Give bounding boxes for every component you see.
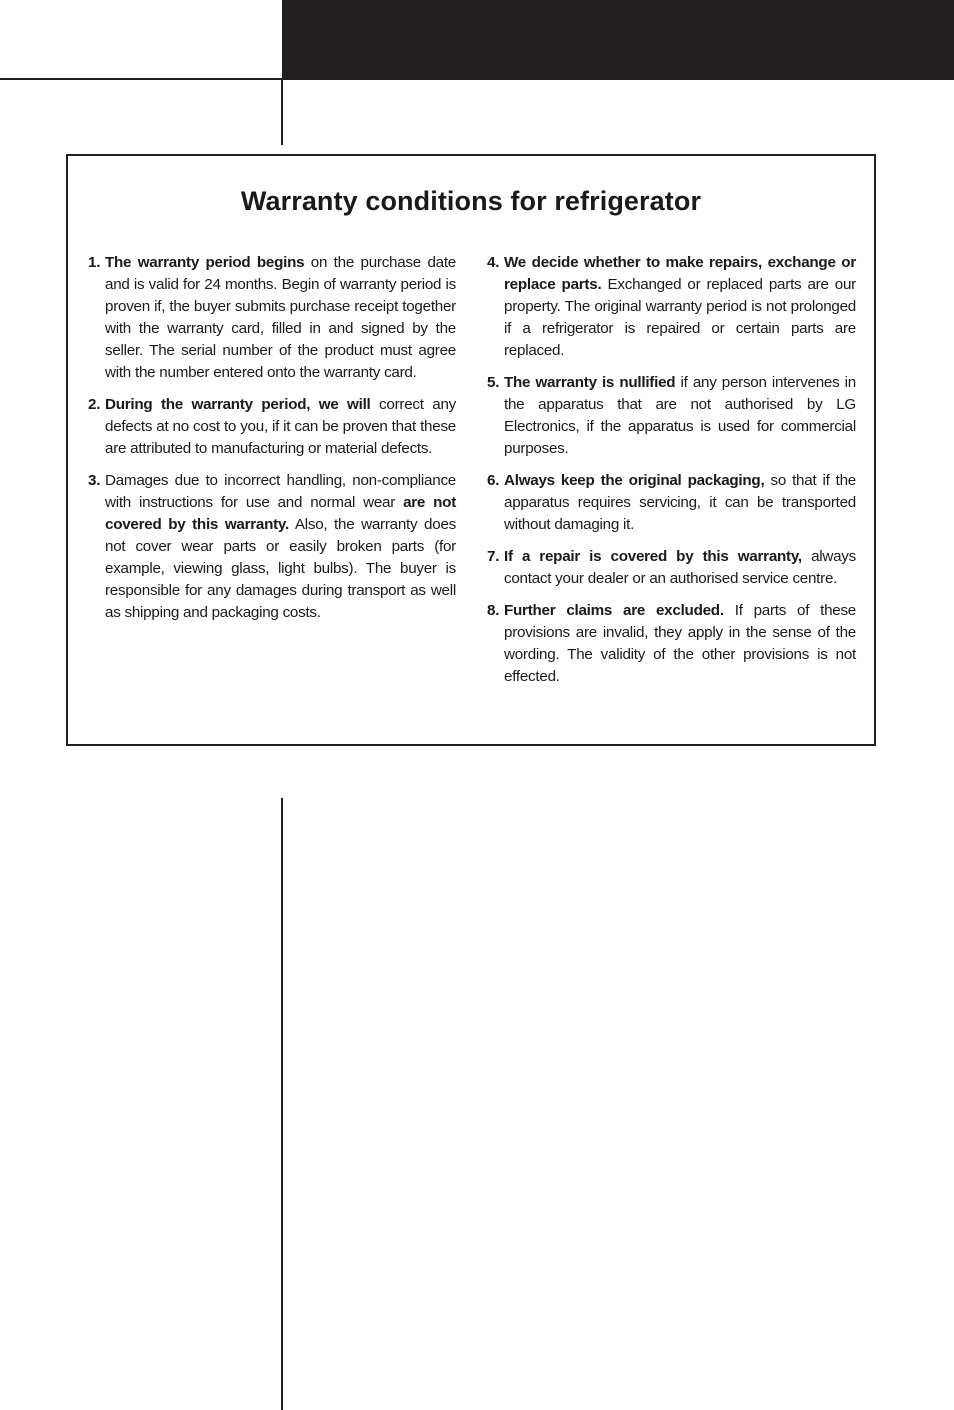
warranty-column-left [88, 252, 456, 634]
item-number: 8. [487, 602, 500, 619]
warranty-box [66, 154, 876, 746]
item-text: on the purchase date and is valid for 24 months. Begin of warranty period is proven if, the buyer submits purchase receipt together with the warranty card, filled in and signed by the seller. The serial number of the product must agree with the number entered onto the warranty card. [105, 254, 456, 381]
warranty-item-8 [487, 600, 856, 688]
warranty-item-7 [487, 546, 856, 590]
item-heading: Always keep the original packaging, [504, 472, 765, 489]
item-number: 4. [487, 254, 500, 271]
item-number: 7. [487, 548, 500, 565]
warranty-item-3 [88, 470, 456, 624]
warranty-item-1 [88, 252, 456, 384]
vertical-divider-top [281, 80, 283, 145]
warranty-item-4 [487, 252, 856, 362]
item-heading: The warranty period begins [105, 254, 305, 271]
warranty-item-6 [487, 470, 856, 536]
item-text: always contact your dealer or an authorised service centre. [504, 548, 856, 587]
warranty-title: Warranty conditions for refrigerator [240, 186, 702, 216]
item-text: If parts of these provisions are invalid, they apply in the sense of the wording. The validity of the other provisions is not effected. [504, 602, 856, 685]
header-rule [0, 78, 284, 80]
item-number: 6. [487, 472, 500, 489]
item-heading: We decide whether to make repairs, exchange or replace parts. [504, 254, 856, 293]
item-text: so that if the apparatus requires servicing, it can be transported without damaging it. [504, 472, 856, 533]
warranty-item-2 [88, 394, 456, 460]
item-number: 2. [88, 396, 101, 413]
item-heading: The warranty is nullified [504, 374, 676, 391]
item-heading: If a repair is covered by this warranty, [504, 548, 802, 565]
item-number: 3. [88, 472, 101, 489]
warranty-item-5 [487, 372, 856, 460]
item-text: if any person intervenes in the apparatus that are not authorised by LG Electronics, if the apparatus is used for commercial purposes. [504, 374, 856, 457]
vertical-divider-bottom [281, 798, 283, 1410]
item-text-post: Also, the warranty does not cover wear parts or easily broken parts (for example, viewing glass, light bulbs). The buyer is responsible for any damages during transport as well as shipping and packaging costs. [105, 516, 456, 621]
item-heading: During the warranty period, we will [105, 396, 371, 413]
item-text: Exchanged or replaced parts are our property. The original warranty period is not prolonged if a refrigerator is repaired or certain parts are replaced. [504, 276, 856, 359]
item-text: correct any defects at no cost to you, if it can be proven that these are attributed to manufacturing or material defects. [105, 396, 456, 457]
warranty-column-right [487, 252, 856, 698]
item-number: 1. [88, 254, 101, 271]
item-heading: Further claims are excluded. [504, 602, 724, 619]
header-bar [282, 0, 954, 80]
item-heading: are not covered by this warranty. [105, 494, 457, 533]
item-text-pre: Damages due to incorrect handling, non-compliance with instructions for use and normal wear [105, 472, 456, 511]
item-number: 5. [487, 374, 500, 391]
